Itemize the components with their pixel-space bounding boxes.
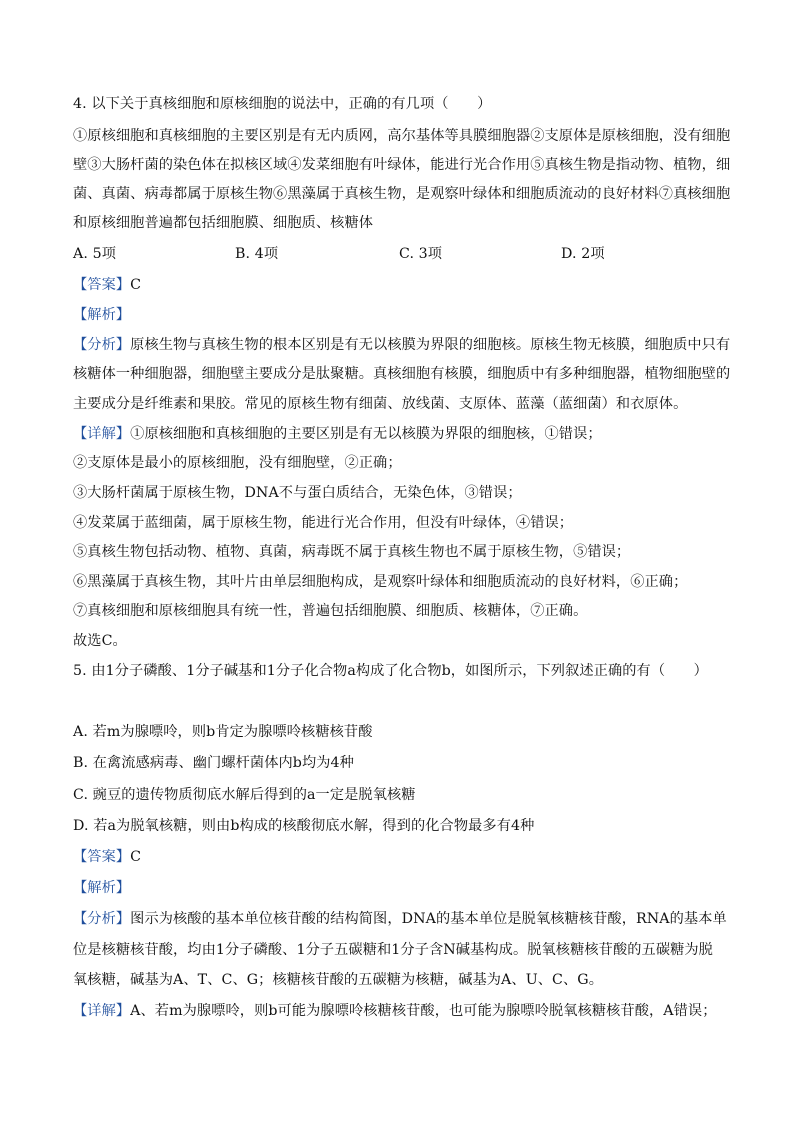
q4-options bbox=[73, 244, 605, 264]
q5-analysis-line: 位是核糖核苷酸，均由1分子磷酸、1分子五碳糖和1分子含N碱基构成。脱氧核糖核苷酸的五碳糖为脱 bbox=[73, 942, 713, 958]
q4-detail-line: ⑥黑藻属于真核生物，其叶片由单层细胞构成，是观察叶绿体和细胞质流动的良好材料，⑥正确； bbox=[73, 574, 688, 590]
q5-option-b: B. 在禽流感病毒、幽门螺杆菌体内b均为4种 bbox=[73, 755, 354, 771]
q4-detail-line: ④发菜属于蓝细菌，属于原核生物，能进行光合作用，但没有叶绿体，④错误； bbox=[73, 515, 574, 531]
q4-answer bbox=[73, 275, 141, 295]
q5-analysis-tag: 【解析】 bbox=[73, 880, 131, 896]
answer-tag: 【答案】 bbox=[73, 277, 131, 293]
answer-tag: 【答案】 bbox=[73, 849, 131, 865]
q5-analysis-line bbox=[73, 909, 727, 929]
q4-analysis-line: 核糖体一种细胞器，细胞壁主要成分是肽聚糖。真核细胞有核膜，细胞质中有多种细胞器，植物细胞壁的 bbox=[73, 366, 731, 382]
analysis-label: 【分析】 bbox=[73, 911, 131, 927]
q4-detail-line: ③大肠杆菌属于原核生物，DNA不与蛋白质结合，无染色体，③错误； bbox=[73, 485, 522, 501]
q4-analysis-tag: 【解析】 bbox=[73, 307, 131, 323]
detail-label: 【详解】 bbox=[73, 1003, 131, 1019]
q4-detail-line bbox=[73, 424, 602, 444]
q4-option-d: D. 2项 bbox=[561, 246, 605, 262]
analysis-label: 【分析】 bbox=[73, 337, 131, 353]
answer-value: C bbox=[130, 277, 142, 293]
analysis-text: 原核生物与真核生物的根本区别是有无以核膜为界限的细胞核。原核生物无核膜，细胞质中只有 bbox=[130, 337, 731, 353]
q5-option-a: A. 若m为腺嘌呤，则b肯定为腺嘌呤核糖核苷酸 bbox=[73, 724, 373, 740]
q4-body-line: 菌、真菌、病毒都属于原核生物⑥黑藻属于真核生物，是观察叶绿体和细胞质流动的良好材料⑦真核细胞 bbox=[73, 186, 731, 202]
q4-body-line: 和原核细胞普遍都包括细胞膜、细胞质、核糖体 bbox=[73, 215, 374, 231]
q4-detail-line: ②支原体是最小的原核细胞，没有细胞壁，②正确； bbox=[73, 455, 402, 471]
q5-answer bbox=[73, 847, 141, 867]
detail-text: ①原核细胞和真核细胞的主要区别是有无以核膜为界限的细胞核，①错误； bbox=[130, 426, 602, 442]
q5-analysis-line: 氧核糖，碱基为A、T、C、G；核糖核苷酸的五碳糖为核糖，碱基为A、U、C、G。 bbox=[73, 972, 604, 988]
q4-detail-line: ⑤真核生物包括动物、植物、真菌，病毒既不属于真核生物也不属于原核生物，⑤错误； bbox=[73, 544, 631, 560]
q4-detail-line: ⑦真核细胞和原核细胞具有统一性，普遍包括细胞膜、细胞质、核糖体，⑦正确。 bbox=[73, 603, 588, 619]
q4-option-c: C. 3项 bbox=[399, 246, 443, 262]
detail-text: A、若m为腺嘌呤，则b可能为腺嘌呤核糖核苷酸，也可能为腺嘌呤脱氧核糖核苷酸，A错误； bbox=[130, 1003, 717, 1019]
answer-value: C bbox=[130, 849, 142, 865]
q4-option-a: A. 5项 bbox=[73, 246, 116, 262]
q4-body-line: 壁③大肠杆菌的染色体在拟核区域④发菜细胞有叶绿体，能进行光合作用⑤真核生物是指动物、植物，细 bbox=[73, 157, 731, 173]
q5-option-d: D. 若a为脱氧核糖，则由b构成的核酸彻底水解，得到的化合物最多有4种 bbox=[73, 818, 535, 834]
q4-analysis-line: 主要成分是纤维素和果胶。常见的原核生物有细菌、放线菌、支原体、蓝藻（蓝细菌）和衣原体。 bbox=[73, 396, 688, 412]
q4-body-line: ①原核细胞和真核细胞的主要区别是有无内质网，高尔基体等具膜细胞器②支原体是原核细胞，没有细胞 bbox=[73, 128, 731, 144]
q4-stem: 4. 以下关于真核细胞和原核细胞的说法中，正确的有几项（ ） bbox=[73, 96, 492, 112]
analysis-text: 图示为核酸的基本单位核苷酸的结构简图，DNA的基本单位是脱氧核糖核苷酸，RNA的基本单 bbox=[130, 911, 727, 927]
q5-detail-line bbox=[73, 1001, 717, 1021]
q4-conclusion: 故选C。 bbox=[73, 633, 127, 649]
detail-label: 【详解】 bbox=[73, 426, 131, 442]
q5-stem: 5. 由1分子磷酸、1分子碱基和1分子化合物a构成了化合物b，如图所示，下列叙述正确的有（ ） bbox=[73, 663, 708, 679]
q4-analysis-line bbox=[73, 335, 730, 355]
q4-option-b: B. 4项 bbox=[235, 246, 279, 262]
q5-option-c: C. 豌豆的遗传物质彻底水解后得到的a一定是脱氧核糖 bbox=[73, 787, 416, 803]
